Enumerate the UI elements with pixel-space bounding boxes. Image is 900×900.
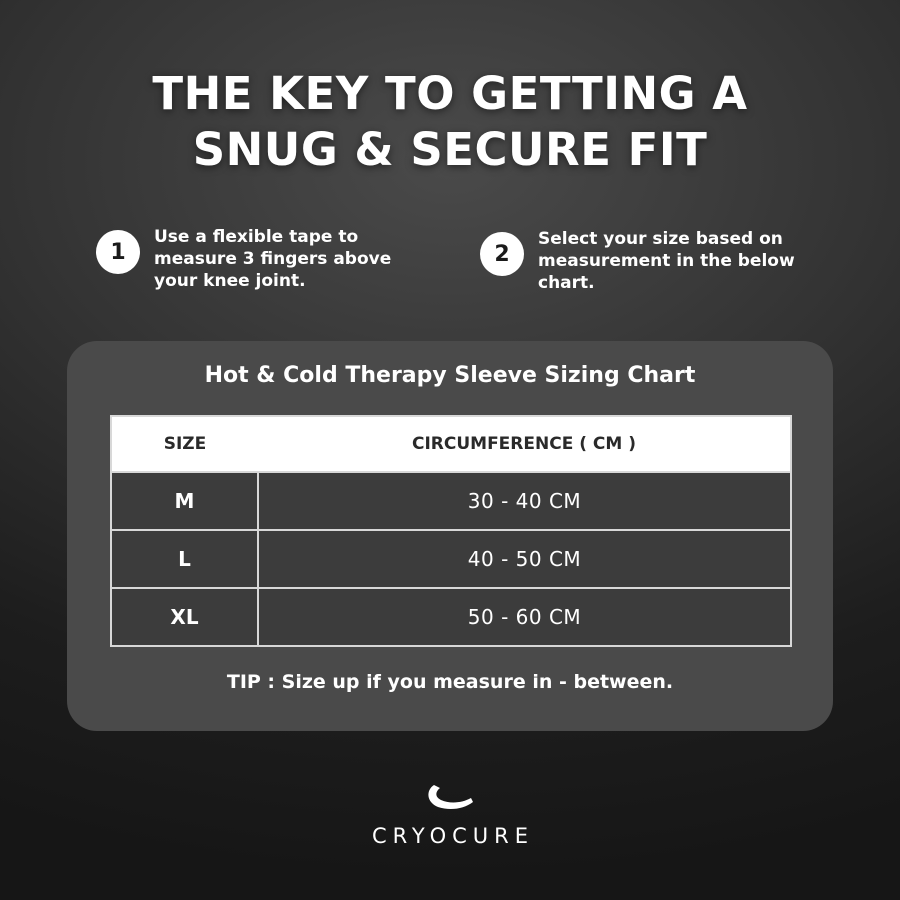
step-2-text [538,228,798,294]
step-2-number-badge: 2 [480,232,524,276]
headline [0,66,900,178]
sizing-table [110,415,792,647]
table-row [111,588,791,646]
step-1-text [154,226,414,292]
sizing-chart-title: Hot & Cold Therapy Sleeve Sizing Chart [204,363,696,388]
step-2 [480,228,798,294]
headline-line-2: SNUG & SECURE FIT [192,123,708,176]
step-2-line-2: measurement in the below [538,251,795,271]
step-1-line-1: Use a flexible tape to [154,227,359,247]
step-1-line-3: your knee joint. [154,271,306,291]
step-1-number-badge: 1 [96,230,140,274]
step-2-line-3: chart. [538,273,595,293]
step-2-line-1: Select your size based on [538,229,783,249]
table-row [111,530,791,588]
table-row [111,472,791,530]
header-size: SIZE [111,416,258,472]
size-cell: M [111,472,258,530]
brand-logo [0,782,900,848]
step-1-line-2: measure 3 fingers above [154,249,392,269]
header-circumference: CIRCUMFERENCE ( CM ) [258,416,791,472]
headline-line-1: THE KEY TO GETTING A [152,67,748,120]
step-1 [96,226,414,292]
cryocure-swoosh-icon [424,782,476,812]
circumference-cell: 50 - 60 CM [258,588,791,646]
circumference-cell: 40 - 50 CM [258,530,791,588]
table-header-row [111,416,791,472]
size-cell: XL [111,588,258,646]
size-cell: L [111,530,258,588]
circumference-cell: 30 - 40 CM [258,472,791,530]
sizing-chart-panel [67,341,833,731]
brand-name: CRYOCURE [371,824,534,848]
sizing-tip: TIP : Size up if you measure in - between. [226,671,674,693]
